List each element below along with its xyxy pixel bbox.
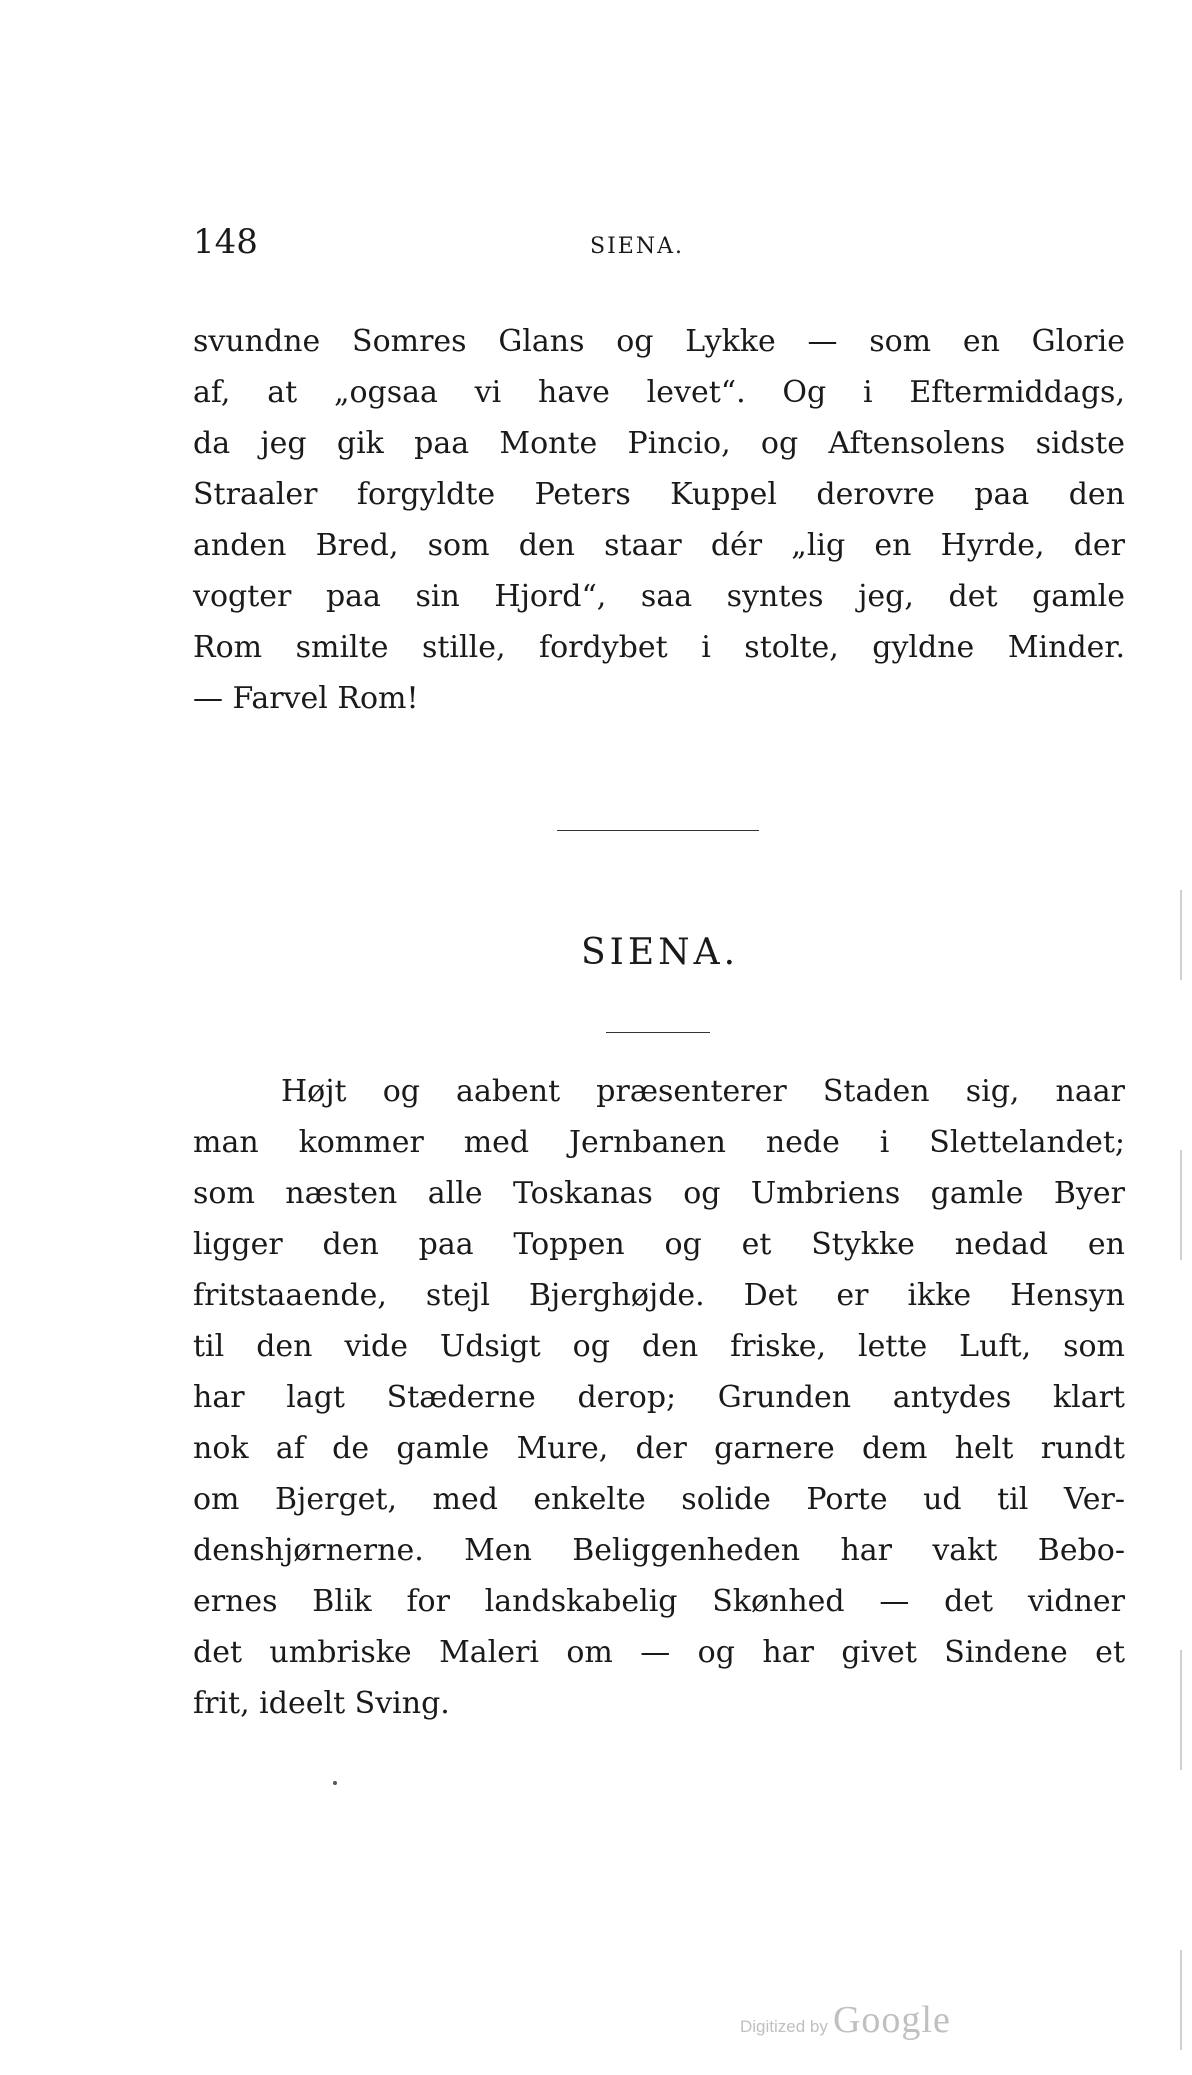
section-heading: SIENA. bbox=[580, 932, 740, 973]
google-logo: Google bbox=[832, 1999, 951, 2041]
scan-edge-mark bbox=[1180, 1150, 1182, 1260]
digitized-watermark bbox=[740, 1998, 951, 2042]
paragraph-previous-section bbox=[193, 316, 1125, 724]
text-line: af, at „ogsaa vi have levet“. Og i Eftermiddags, bbox=[193, 375, 1125, 410]
text-line: Højt og aabent præsenterer Staden sig, naar bbox=[281, 1074, 1125, 1109]
page-number: 148 bbox=[193, 222, 258, 262]
text-line: svundne Somres Glans og Lykke — som en Glorie bbox=[193, 324, 1125, 359]
text-line: — Farvel Rom! bbox=[193, 681, 419, 716]
heading-underline-rule bbox=[606, 1032, 710, 1033]
text-line: om Bjerget, med enkelte solide Porte ud til Ver- bbox=[193, 1482, 1125, 1517]
running-head: SIENA. bbox=[590, 234, 684, 259]
text-line: som næsten alle Toskanas og Umbriens gamle Byer bbox=[193, 1176, 1125, 1211]
watermark-prefix: Digitized by bbox=[740, 2017, 828, 2036]
scan-edge-mark bbox=[1180, 1650, 1182, 1770]
scan-edge-mark bbox=[1180, 890, 1182, 980]
text-line: nok af de gamle Mure, der garnere dem helt rundt bbox=[193, 1431, 1125, 1466]
text-line: anden Bred, som den staar dér „lig en Hyrde, der bbox=[193, 528, 1125, 563]
text-line: fritstaaende, stejl Bjerghøjde. Det er ikke Hensyn bbox=[193, 1278, 1125, 1313]
text-line: Rom smilte stille, fordybet i stolte, gyldne Minder. bbox=[193, 630, 1125, 665]
text-line: man kommer med Jernbanen nede i Slettelandet; bbox=[193, 1125, 1125, 1160]
text-line: det umbriske Maleri om — og har givet Sindene et bbox=[193, 1635, 1125, 1670]
text-line: da jeg gik paa Monte Pincio, og Aftensolens sidste bbox=[193, 426, 1125, 461]
text-line: Straaler forgyldte Peters Kuppel derovre paa den bbox=[193, 477, 1125, 512]
ink-speck bbox=[333, 1781, 337, 1785]
paragraph-siena bbox=[193, 1066, 1125, 1729]
scan-edge-mark bbox=[1180, 1950, 1182, 2050]
text-line: ligger den paa Toppen og et Stykke nedad en bbox=[193, 1227, 1125, 1262]
text-line: har lagt Stæderne derop; Grunden antydes klart bbox=[193, 1380, 1125, 1415]
text-line: frit, ideelt Sving. bbox=[193, 1686, 450, 1721]
text-line: vogter paa sin Hjord“, saa syntes jeg, det gamle bbox=[193, 579, 1125, 614]
section-divider-rule bbox=[557, 830, 759, 831]
text-line: ernes Blik for landskabelig Skønhed — det vidner bbox=[193, 1584, 1125, 1619]
text-line: denshjørnerne. Men Beliggenheden har vakt Bebo- bbox=[193, 1533, 1125, 1568]
text-line: til den vide Udsigt og den friske, lette Luft, som bbox=[193, 1329, 1125, 1364]
